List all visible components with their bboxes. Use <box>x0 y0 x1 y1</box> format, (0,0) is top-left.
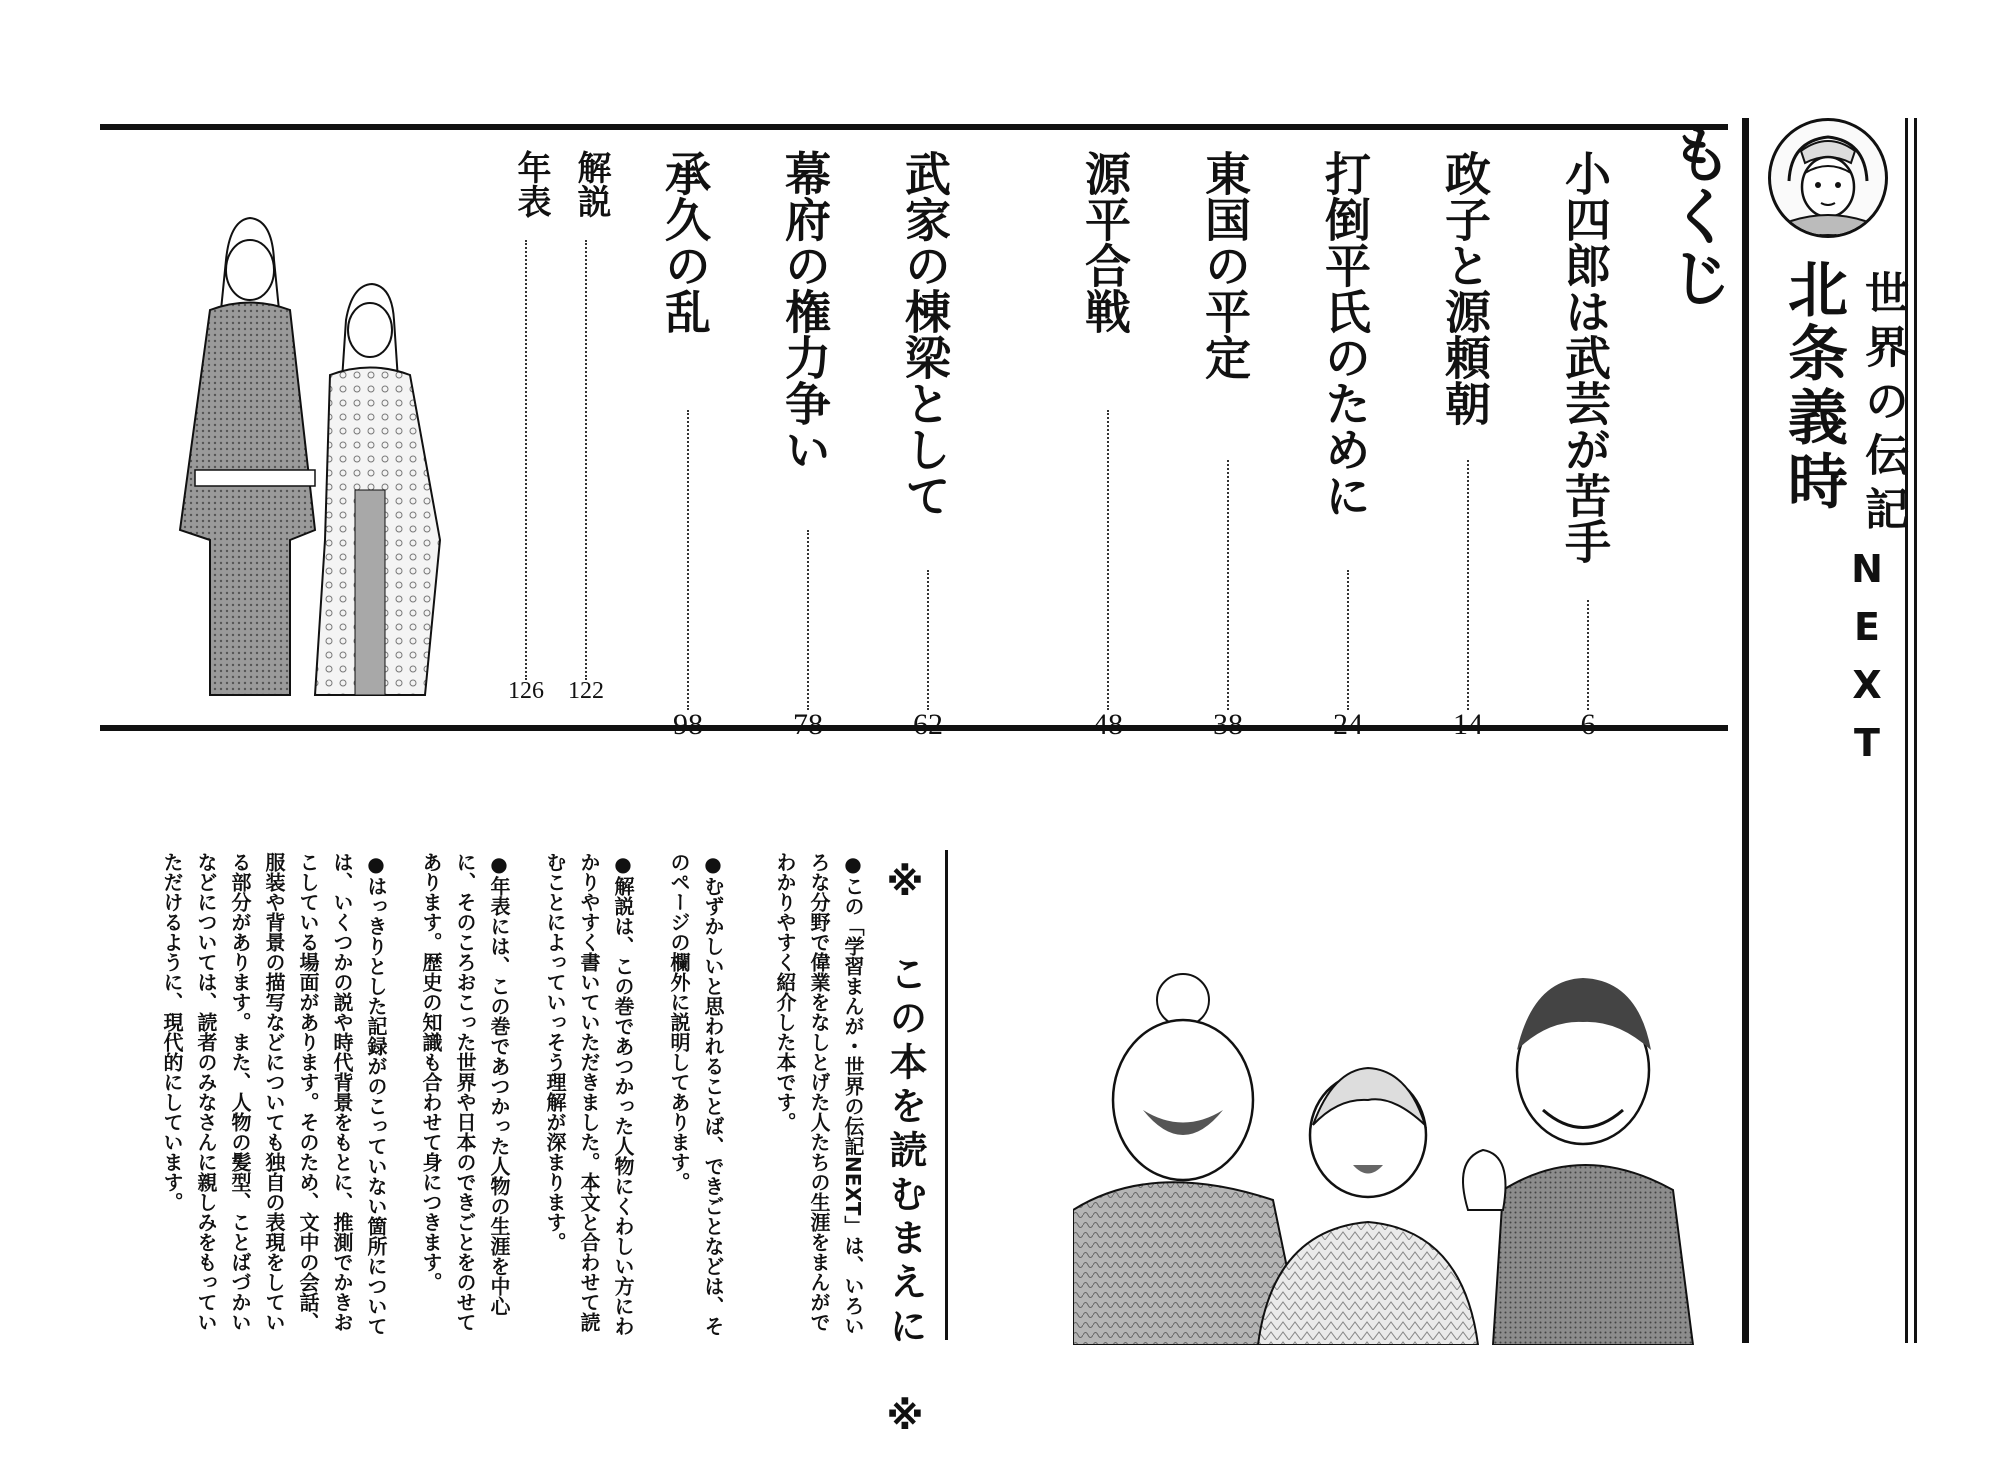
toc-item-page: 6 <box>1580 708 1596 741</box>
series-next-letter: X <box>1852 663 1882 707</box>
toc-item[interactable] <box>898 150 958 800</box>
toc-item-page: 122 <box>568 678 604 704</box>
toc-item-title: 幕府の権力争い <box>778 150 832 472</box>
toc-item-title: 年表 <box>511 150 551 218</box>
toc-item-page: 38 <box>1213 708 1243 741</box>
toc-item-title: 小四郎は武芸が苦手 <box>1558 150 1612 564</box>
toc-item-page: 78 <box>793 708 823 741</box>
toc-item-page: 62 <box>913 708 943 741</box>
toc-item[interactable] <box>496 150 556 800</box>
toc-heading: もくじ <box>1660 122 1733 308</box>
toc-leader <box>525 240 527 680</box>
toc-item-title: 東国の平定 <box>1198 150 1252 380</box>
notes-heading: ※ この本を読むまえに ※ <box>883 860 927 1444</box>
toc-leader <box>1107 410 1109 710</box>
toc-item-title: 源平合戦 <box>1078 150 1132 334</box>
note-paragraph: ●むずかしいと思われることば、できごとなどは、そのページの欄外に説明してあります。 <box>667 852 725 1336</box>
toc-leader <box>687 410 689 710</box>
portrait-illustration <box>1768 118 1888 238</box>
note-paragraph: ●解説は、この巻であつかった人物にくわしい方にわかりやすく書いていただきました。本文と合わせて読むことによっていっそう理解が深まります。 <box>543 852 635 1336</box>
toc-leader <box>585 240 587 680</box>
note-paragraph: ●年表には、この巻であつかった人物の生涯を中心に、そのころおこった世界や日本のできごとをのせてあります。歴史の知識も合わせて身につきます。 <box>419 852 511 1332</box>
standing-figures-illustration <box>140 200 460 710</box>
toc-item-title: 打倒平氏のために <box>1318 150 1372 518</box>
series-title: 世界の伝記 <box>1857 270 1908 540</box>
series-next-letter: N <box>1851 547 1883 591</box>
toc-item-title: 承久の乱 <box>658 150 712 334</box>
title-band-rule <box>1914 118 1917 1343</box>
series-next-letter: E <box>1854 605 1880 649</box>
toc-item-page: 24 <box>1333 708 1363 741</box>
series-next-letter: T <box>1854 721 1880 765</box>
note-paragraph: ●この「学習まんが・世界の伝記NEXT」は、いろいろな分野で偉業をなしとげた人たちの生涯をまんがでわかりやすく紹介した本です。 <box>773 852 865 1336</box>
toc-leader <box>1587 600 1589 710</box>
book-title: 北条義時 <box>1778 258 1848 514</box>
toc-item-title: 政子と源頼朝 <box>1438 150 1492 426</box>
toc-item-page: 126 <box>508 678 544 704</box>
toc-item-page: 98 <box>673 708 703 741</box>
toc-item-title: 武家の棟梁として <box>898 150 952 518</box>
toc-item-page: 48 <box>1093 708 1123 741</box>
toc-item[interactable] <box>1318 150 1378 800</box>
title-band-rule <box>1742 118 1749 1343</box>
notes-divider <box>945 850 948 1340</box>
toc-item[interactable] <box>778 150 838 800</box>
toc-leader <box>1467 460 1469 710</box>
characters-illustration <box>1073 960 1733 1345</box>
toc-item[interactable] <box>658 150 718 800</box>
toc-item[interactable] <box>1078 150 1138 800</box>
toc-top-rule <box>100 124 1728 130</box>
toc-leader <box>927 570 929 710</box>
toc-item-page: 14 <box>1453 708 1483 741</box>
series-next <box>1842 540 1892 772</box>
toc-item[interactable] <box>1438 150 1498 800</box>
toc-leader <box>1227 460 1229 710</box>
toc-item[interactable] <box>1198 150 1258 800</box>
toc-item[interactable] <box>1558 150 1618 800</box>
toc-item-title: 解説 <box>571 150 611 218</box>
toc-leader <box>807 530 809 710</box>
toc-leader <box>1347 570 1349 710</box>
note-paragraph: ●はっきりとした記録がのこっていない箇所については、いくつかの説や時代背景をもとに、推測でかきおこしている場面があります。そのため、文中の会話、服装や背景の描写などについても独自の表現をしている部分があります。また、人物の髪型、ことばづかいなどについては、読者のみなさんに親しみをもっていただけるように、現代的にしています。 <box>160 852 388 1336</box>
